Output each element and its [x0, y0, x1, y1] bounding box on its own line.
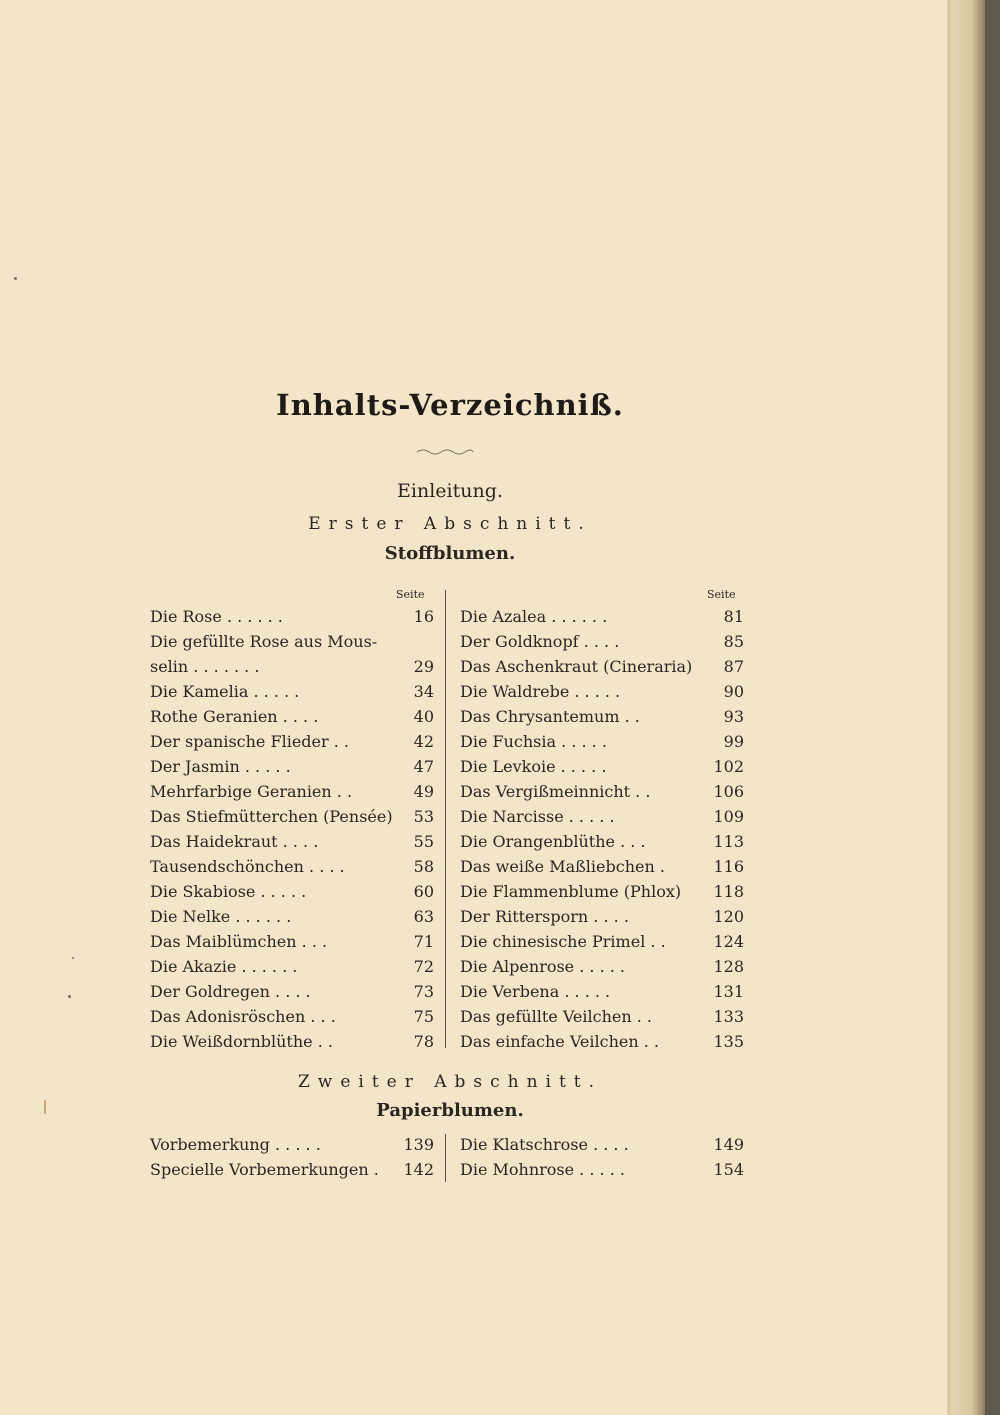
column-divider: [445, 1134, 446, 1182]
entry-page: 99: [723, 732, 744, 751]
section-2-subheading: Papierblumen.: [376, 1100, 524, 1121]
toc-entry: [460, 729, 744, 754]
entry-page: 75: [413, 1007, 434, 1026]
entry-page: 139: [403, 1135, 434, 1154]
toc-entry: [150, 954, 434, 979]
entry-label: selin . . . . . . .: [150, 657, 260, 676]
entry-page: 113: [713, 832, 744, 851]
entry-label: Die Alpenrose . . . . .: [460, 957, 626, 976]
entry-label: Die Orangenblüthe . . .: [460, 832, 646, 851]
toc-entry: [150, 804, 434, 829]
entry-page: 149: [713, 1135, 744, 1154]
entry-page: 16: [413, 607, 434, 626]
toc-entry: [150, 704, 434, 729]
entry-label: Die Flammenblume (Phlox): [460, 882, 682, 901]
entry-label: Das weiße Maßliebchen .: [460, 857, 665, 876]
entry-page: 85: [723, 632, 744, 651]
entry-page: 109: [713, 807, 744, 826]
toc-entry: [150, 1004, 434, 1029]
entry-page: 71: [413, 932, 434, 951]
entry-label: Die Rose . . . . . .: [150, 607, 283, 626]
entry-label: Das einfache Veilchen . .: [460, 1032, 660, 1051]
entry-label: Die Kamelia . . . . .: [150, 682, 300, 701]
entry-label: Das Haidekraut . . . .: [150, 832, 319, 851]
entry-label: Die Mohnrose . . . . .: [460, 1160, 625, 1179]
entry-label: Die Skabiose . . . . .: [150, 882, 307, 901]
entry-label: Der spanische Flieder . .: [150, 732, 349, 751]
toc-entry: [460, 754, 744, 779]
entry-page: 142: [403, 1160, 434, 1179]
entry-label: Die Klatschrose . . . .: [460, 1135, 629, 1154]
entry-label: Die gefüllte Rose aus Mous-: [150, 632, 378, 651]
entry-page: 133: [713, 1007, 744, 1026]
entry-page: 34: [413, 682, 434, 701]
toc-entry: [460, 804, 744, 829]
toc-entry: [460, 1029, 744, 1054]
entry-label: Der Goldregen . . . .: [150, 982, 311, 1001]
entry-page: 106: [713, 782, 744, 801]
entry-page: 135: [713, 1032, 744, 1051]
right-seite-label: Seite: [707, 588, 736, 601]
entry-label: Specielle Vorbemerkungen .: [150, 1160, 379, 1179]
toc-entry: [150, 1029, 434, 1054]
toc-entry: [150, 754, 434, 779]
section-2-heading: Zweiter Abschnitt.: [297, 1072, 603, 1092]
left-seite-label: Seite: [396, 588, 425, 601]
entry-label: Die Fuchsia . . . . .: [460, 732, 607, 751]
toc-entry: [460, 704, 744, 729]
entry-label: Rothe Geranien . . . .: [150, 707, 319, 726]
toc-entry: [460, 679, 744, 704]
toc-entry: [460, 604, 744, 629]
toc-entry: [150, 879, 434, 904]
page-edge: [951, 0, 985, 1415]
entry-label: Die Waldrebe . . . . .: [460, 682, 621, 701]
toc-entry: [150, 904, 434, 929]
page-title: Inhalts-Verzeichniß.: [276, 388, 624, 422]
toc-entry: [150, 979, 434, 1004]
entry-page: 102: [713, 757, 744, 776]
entry-page: 49: [413, 782, 434, 801]
entry-page: 154: [713, 1160, 744, 1179]
toc-entry: [150, 604, 434, 629]
toc-entry: [460, 1004, 744, 1029]
entry-page: 120: [713, 907, 744, 926]
entry-page: 58: [413, 857, 434, 876]
entry-label: Das Vergißmeinnicht . .: [460, 782, 651, 801]
entry-page: 90: [723, 682, 744, 701]
toc-entry: [150, 679, 434, 704]
entry-page: 78: [413, 1032, 434, 1051]
entry-label: Die Azalea . . . . . .: [460, 607, 608, 626]
entry-page: 40: [413, 707, 434, 726]
entry-page: 55: [413, 832, 434, 851]
ornament-divider: [415, 446, 475, 458]
column-divider: [445, 590, 446, 1048]
toc-entry: [460, 929, 744, 954]
entry-page: 131: [713, 982, 744, 1001]
toc-entry: [460, 1132, 744, 1157]
entry-page: 53: [413, 807, 434, 826]
intro-heading: Einleitung.: [397, 480, 503, 502]
toc-entry: [150, 1157, 434, 1182]
entry-label: Das Stiefmütterchen (Pensée): [150, 807, 393, 826]
toc-entry: [460, 879, 744, 904]
paper-speck: [72, 957, 74, 959]
toc-entry: [150, 629, 434, 654]
toc-entry: [460, 779, 744, 804]
entry-page: 116: [713, 857, 744, 876]
toc-entry: [460, 979, 744, 1004]
entry-label: Mehrfarbige Geranien . .: [150, 782, 353, 801]
entry-page: 72: [413, 957, 434, 976]
entry-label: Die Akazie . . . . . .: [150, 957, 298, 976]
entry-page: 60: [413, 882, 434, 901]
entry-label: Das Chrysantemum . .: [460, 707, 640, 726]
entry-page: 47: [413, 757, 434, 776]
entry-page: 128: [713, 957, 744, 976]
entry-label: Die Nelke . . . . . .: [150, 907, 292, 926]
toc-entry: [460, 1157, 744, 1182]
paper-speck: [14, 277, 17, 280]
entry-label: Die Weißdornblüthe . .: [150, 1032, 333, 1051]
entry-page: 73: [413, 982, 434, 1001]
entry-page: 81: [723, 607, 744, 626]
toc-entry: [460, 629, 744, 654]
toc-entry: [150, 854, 434, 879]
entry-label: Der Rittersporn . . . .: [460, 907, 629, 926]
entry-label: Das Maiblümchen . . .: [150, 932, 328, 951]
toc-entry: [460, 654, 744, 679]
entry-label: Das Aschenkraut (Cineraria): [460, 657, 693, 676]
entry-label: Vorbemerkung . . . . .: [150, 1135, 321, 1154]
toc-entry: [460, 854, 744, 879]
toc-entry: [460, 904, 744, 929]
toc-entry: [150, 929, 434, 954]
paper-speck: [68, 995, 71, 998]
entry-label: Die Verbena . . . . .: [460, 982, 611, 1001]
entry-page: 42: [413, 732, 434, 751]
entry-page: 29: [413, 657, 434, 676]
toc-entry: [150, 654, 434, 679]
entry-label: Das gefüllte Veilchen . .: [460, 1007, 652, 1026]
entry-label: Die Narcisse . . . . .: [460, 807, 615, 826]
entry-page: 124: [713, 932, 744, 951]
toc-entry: [150, 729, 434, 754]
toc-entry: [150, 1132, 434, 1157]
toc-entry: [460, 829, 744, 854]
section-1-subheading: Stoffblumen.: [384, 543, 516, 564]
toc-entry: [460, 954, 744, 979]
entry-label: Das Adonisröschen . . .: [150, 1007, 336, 1026]
entry-label: Tausendschönchen . . . .: [150, 857, 345, 876]
toc-entry: [150, 779, 434, 804]
section-1-heading: Erster Abschnitt.: [308, 514, 592, 534]
entry-label: Die Levkoie . . . . .: [460, 757, 607, 776]
entry-label: Der Jasmin . . . . .: [150, 757, 291, 776]
entry-label: Der Goldknopf . . . .: [460, 632, 620, 651]
toc-entry: [150, 829, 434, 854]
entry-label: Die chinesische Primel . .: [460, 932, 666, 951]
entry-page: 93: [723, 707, 744, 726]
entry-page: 87: [723, 657, 744, 676]
entry-page: 118: [713, 882, 744, 901]
entry-page: 63: [413, 907, 434, 926]
